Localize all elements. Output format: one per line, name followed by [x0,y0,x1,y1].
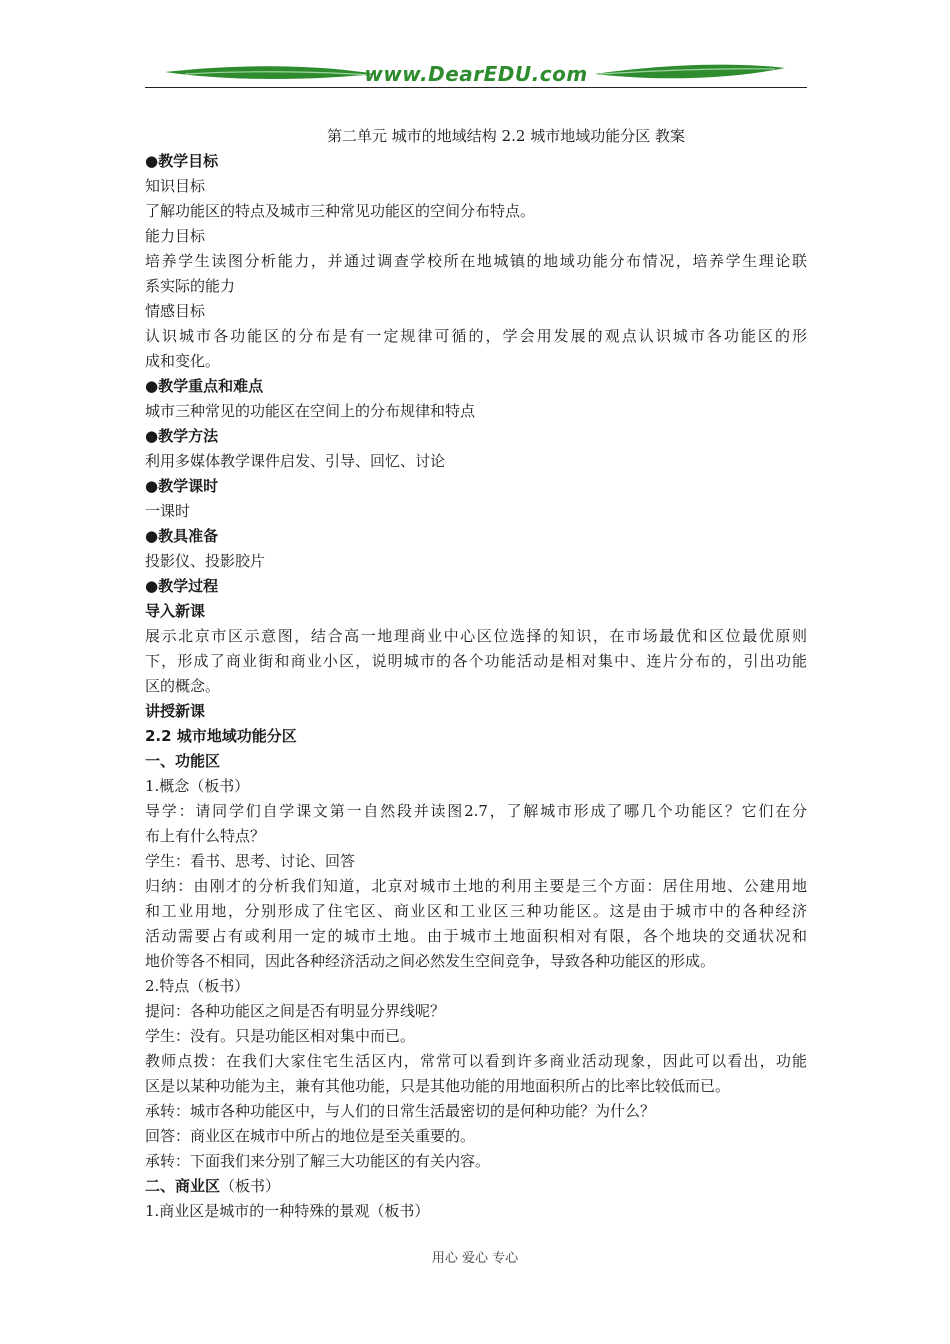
text-line: 1.概念（板书） [145,777,250,795]
text-line: 展示北京市区示意图，结合高一地理商业中心区位选择的知识，在市场最优和区位最优原则 [145,627,807,645]
text-line: 学生：没有。只是功能区相对集中而已。 [145,1027,416,1045]
text-line: 投影仪、投影胶片 [145,552,266,570]
section-heading-note: （板书） [220,1177,281,1195]
section-heading: 讲授新课 [145,702,206,720]
document-body [145,124,807,1224]
text-line: 导学：请同学们自学课文第一自然段并读图2.7，了解城市形成了哪几个功能区？它们在分 [145,802,807,820]
text-line: 承转：城市各种功能区中，与人们的日常生活最密切的是何种功能？为什么？ [145,1102,656,1120]
text-line: 布上有什么特点？ [145,827,266,845]
text-line: 系实际的能力 [145,277,236,295]
text-line: 归纳：由刚才的分析我们知道，北京对城市土地的利用主要是三个方面：居住用地、公建用地 [145,877,807,895]
text-line: 提问：各种功能区之间是否有明显分界线呢？ [145,1002,446,1020]
header-rule [145,87,807,88]
text-line: 知识目标 [145,177,206,195]
page-footer: 用心 爱心 专心 [431,1251,519,1266]
text-line: 成和变化。 [145,352,221,370]
text-line: 教师点拨：在我们大家住宅生活区内，常常可以看到许多商业活动现象，因此可以看出，功能 [145,1052,807,1070]
text-line: 承转：下面我们来分别了解三大功能区的有关内容。 [145,1152,491,1170]
section-heading: ●教具准备 [145,527,219,545]
text-line: 了解功能区的特点及城市三种常见功能区的空间分布特点。 [145,202,536,220]
text-line: 一课时 [145,502,191,520]
text-line: 和工业用地，分别形成了住宅区、商业区和工业区三种功能区。这是由于城市中的各种经济 [145,902,807,920]
section-heading: ●教学重点和难点 [145,377,264,395]
section-heading: ●教学课时 [145,477,219,495]
text-line: 培养学生读图分析能力，并通过调查学校所在地城镇的地域功能分布情况，培养学生理论联 [145,252,807,270]
text-line: 情感目标 [145,302,206,320]
text-line: 地价等各不相同，因此各种经济活动之间必然发生空间竞争，导致各种功能区的形成。 [145,952,716,970]
document-lines [145,149,807,1224]
section-heading: 一、功能区 [145,752,221,770]
text-line: 认识城市各功能区的分布是有一定规律可循的，学会用发展的观点认识城市各功能区的形 [145,327,807,345]
text-line: 活动需要占有或利用一定的城市土地。由于城市土地面积相对有限，各个地块的交通状况和 [145,927,807,945]
section-heading: ●教学目标 [145,152,219,170]
section-heading: ●教学过程 [145,577,219,595]
text-line: 回答：商业区在城市中所占的地位是至关重要的。 [145,1127,476,1145]
text-line: 1.商业区是城市的一种特殊的景观（板书） [145,1202,430,1220]
text-line: 学生：看书、思考、讨论、回答 [145,852,356,870]
text-line: 利用多媒体教学课件启发、引导、回忆、讨论 [145,452,446,470]
section-heading: ●教学方法 [145,427,219,445]
site-logo-text[interactable]: www.DearEDU.com [364,62,588,86]
text-line [145,1174,807,1199]
section-heading: 导入新课 [145,602,206,620]
text-line: 区的概念。 [145,677,221,695]
section-heading-label: 二、商业区 [145,1177,221,1195]
text-line: 区是以某种功能为主，兼有其他功能，只是其他功能的用地面积所占的比率比较低而已。 [145,1077,731,1095]
text-line: 下，形成了商业街和商业小区，说明城市的各个功能活动是相对集中、连片分布的，引出功能 [145,652,807,670]
text-line: 能力目标 [145,227,206,245]
section-heading: 2.2 城市地域功能分区 [145,727,297,745]
text-line: 城市三种常见的功能区在空间上的分布规律和特点 [145,402,476,420]
document-title: 第二单元 城市的地域结构 2.2 城市地域功能分区 教案 [327,127,685,145]
text-line: 2.特点（板书） [145,977,250,995]
